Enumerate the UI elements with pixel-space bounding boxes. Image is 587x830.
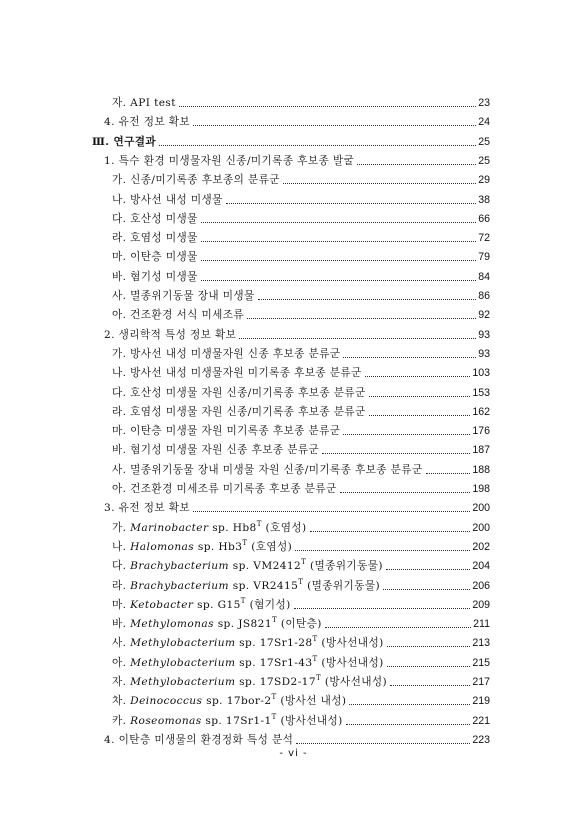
- toc-entry-title: [112, 309, 244, 322]
- toc-page-number: 223: [472, 734, 490, 746]
- toc-entry: [112, 306, 490, 322]
- toc-entry-title: [112, 618, 322, 631]
- dot-leader: [201, 260, 476, 261]
- toc-entry-title: [112, 251, 198, 264]
- toc-page-number: 213: [472, 637, 490, 649]
- toc-entry-title: [104, 329, 236, 342]
- dot-leader: [346, 724, 471, 725]
- toc-entry-prefix: 2. 생리학적 특성 정보 확보: [104, 329, 237, 341]
- toc-entry: [112, 461, 490, 477]
- genus-name: Methylobacterium: [130, 637, 236, 649]
- toc-entry-prefix: 라. 호염성 미생물 자원 신종/미기록종 후보종 분류군: [112, 406, 366, 418]
- toc-entry-prefix: 나. 방사선 내성 미생물: [112, 194, 223, 206]
- type-strain-mark: T: [271, 693, 277, 701]
- toc-entry-note: (혐기성): [245, 599, 291, 611]
- genus-name: Halomonas: [130, 541, 195, 553]
- type-strain-mark: T: [298, 578, 304, 586]
- dot-leader: [193, 511, 470, 512]
- toc-entry-prefix: 4. 유전 정보 확보: [104, 116, 191, 128]
- toc-entry-prefix: 아. 건조환경 미세조류 미기록종 후보종 분류군: [112, 483, 337, 495]
- type-strain-mark: T: [312, 635, 318, 643]
- toc-entry: [112, 557, 490, 573]
- dot-leader: [322, 453, 470, 454]
- toc-entry-title: [112, 367, 362, 380]
- toc-entry: [112, 615, 490, 631]
- toc-entry-title: [112, 194, 223, 207]
- genus-name: Ketobacter: [130, 599, 194, 611]
- toc-entry-prefix: 차.: [112, 695, 131, 707]
- dot-leader: [383, 589, 470, 590]
- genus-name: Methylobacterium: [130, 676, 236, 688]
- type-strain-mark: T: [242, 539, 248, 547]
- toc-entry-prefix: 다.: [112, 560, 131, 572]
- dot-leader: [283, 183, 476, 184]
- dot-leader: [369, 396, 471, 397]
- strain-name: sp. 17Sr1-28: [235, 637, 313, 649]
- toc-entry-title: [104, 734, 293, 747]
- type-strain-mark: T: [271, 616, 278, 624]
- dot-leader: [387, 666, 471, 667]
- dot-leader: [426, 473, 471, 474]
- strain-name: sp. 17bor-2: [202, 695, 272, 707]
- genus-name: Roseomonas: [130, 715, 202, 727]
- genus-name: Brachybacterium: [130, 580, 229, 592]
- toc-entry: [112, 441, 490, 457]
- toc-entry: [112, 692, 490, 708]
- toc-page-number: 38: [478, 194, 490, 206]
- dot-leader: [349, 704, 470, 705]
- toc-entry: [112, 248, 490, 264]
- toc-entry-title: [112, 580, 380, 593]
- toc-entry-title: [112, 464, 423, 477]
- toc-entry: [112, 654, 490, 670]
- toc-entry-title: [112, 271, 198, 284]
- toc-page-number: 206: [472, 580, 490, 592]
- toc-page-number: 29: [478, 174, 490, 186]
- toc-entry: [112, 596, 490, 612]
- toc-entry-prefix: 마. 이탄층 미생물: [112, 251, 198, 263]
- toc-entry-title: [112, 425, 340, 438]
- toc-entry: [112, 480, 490, 496]
- toc-entry-note: (방사선내성): [317, 637, 384, 649]
- toc-entry: [112, 577, 490, 593]
- genus-name: Deinococcus: [130, 695, 203, 707]
- genus-name: Marinobacter: [130, 522, 209, 534]
- strain-name: sp. 17Sr1-43: [235, 657, 313, 669]
- toc-entry-prefix: 바.: [112, 618, 131, 630]
- toc-entry-prefix: 사. 멸종위기동물 장내 미생물: [112, 290, 255, 302]
- toc-entry-prefix: 사.: [112, 637, 131, 649]
- toc-entry-note: (방사선내성): [317, 657, 384, 669]
- toc-entry-prefix: 다. 호산성 미생물: [112, 213, 198, 225]
- toc-entry-title: [104, 502, 190, 515]
- toc-entry-prefix: 아. 건조환경 서식 미세조류: [112, 309, 245, 321]
- strain-name: sp. Hb8: [208, 522, 257, 534]
- toc-entry: [112, 345, 490, 361]
- toc-entry: [112, 673, 490, 689]
- toc-page-number: 92: [478, 309, 490, 321]
- dot-leader: [296, 743, 470, 744]
- toc-entry: [112, 519, 490, 535]
- toc-entry-prefix: 라. 호염성 미생물: [112, 232, 198, 244]
- toc-page-number: 215: [472, 657, 490, 669]
- type-strain-mark: T: [256, 520, 262, 528]
- toc-entry-note: (멸종위기동물): [306, 560, 383, 572]
- toc-page-number: 25: [478, 136, 490, 148]
- genus-name: Methylomonas: [130, 618, 214, 630]
- toc-entry-prefix: 가. 방사선 내성 미생물자원 신종 후보종 분류군: [112, 348, 341, 360]
- toc-entry-title: [104, 155, 354, 168]
- strain-name: sp. 17Sr1-1: [201, 715, 272, 727]
- toc-entry-prefix: 아.: [112, 657, 131, 669]
- dot-leader: [159, 145, 476, 146]
- toc-page-number: 221: [472, 715, 490, 727]
- toc-entry-title: [112, 599, 291, 612]
- dot-leader: [247, 318, 476, 319]
- toc-entry: [104, 499, 490, 515]
- strain-name: sp. 17SD2-17: [235, 676, 316, 688]
- toc-entry-note: (멸종위기동물): [303, 580, 380, 592]
- dot-leader: [340, 492, 471, 493]
- toc-page-number: 79: [478, 251, 490, 263]
- toc-entry-title: [112, 232, 198, 245]
- toc-page-number: 66: [478, 213, 490, 225]
- dot-leader: [226, 203, 476, 204]
- dot-leader: [294, 608, 471, 609]
- toc-entry-prefix: 자. API test: [112, 97, 176, 109]
- dot-leader: [258, 299, 477, 300]
- dot-leader: [390, 685, 470, 686]
- toc-entry-prefix: 자.: [112, 676, 131, 688]
- type-strain-mark: T: [301, 558, 307, 566]
- toc-entry-title: [112, 715, 343, 728]
- toc-entry-note: (방사선 내성): [276, 695, 347, 707]
- dot-leader: [365, 376, 471, 377]
- toc-entry: [112, 229, 490, 245]
- toc-entry-prefix: 가.: [112, 522, 131, 534]
- toc-page-number: 176: [472, 425, 490, 437]
- toc-entry: [112, 210, 490, 226]
- genus-name: Brachybacterium: [130, 560, 229, 572]
- toc-entry-title: [112, 657, 384, 670]
- toc-entry: [112, 94, 490, 110]
- toc-page-number: 72: [478, 232, 490, 244]
- toc-entry: [104, 326, 490, 342]
- toc-entry-prefix: 가. 신종/미기록종 후보종의 분류군: [112, 174, 280, 186]
- toc-page-number: 219: [472, 695, 490, 707]
- page-number: - vi -: [279, 748, 308, 759]
- toc-entry: [112, 634, 490, 650]
- toc-entry-title: [112, 174, 280, 187]
- toc-page-number: 198: [472, 483, 490, 495]
- strain-name: sp. VM2412: [228, 560, 302, 572]
- toc-entry: [104, 113, 490, 129]
- toc-entry-prefix: 4. 이탄층 미생물의 환경정화 특성 분석: [104, 734, 294, 746]
- toc-entry-prefix: 마. 이탄층 미생물 자원 미기록종 후보종 분류군: [112, 425, 341, 437]
- toc-page-number: 200: [472, 502, 490, 514]
- genus-name: Methylobacterium: [130, 657, 236, 669]
- toc-entry-title: [112, 444, 319, 457]
- toc-page-number: 162: [472, 406, 490, 418]
- strain-name: sp. Hb3: [194, 541, 243, 553]
- dot-leader: [310, 531, 471, 532]
- toc-entry: [112, 364, 490, 380]
- toc-entry: [112, 191, 490, 207]
- toc-page-number: 93: [478, 348, 490, 360]
- toc-entry: [92, 133, 490, 149]
- toc-entry-title: [112, 387, 366, 400]
- type-strain-mark: T: [312, 655, 318, 663]
- toc-page-number: 200: [472, 522, 490, 534]
- toc-entry-prefix: 바. 혐기성 미생물: [112, 271, 198, 283]
- type-strain-mark: T: [271, 713, 277, 721]
- toc-entry-note: (호염성): [261, 522, 307, 534]
- toc-entry: [112, 712, 490, 728]
- toc-entry-prefix: Ⅲ. 연구결과: [92, 136, 157, 148]
- strain-name: sp. G15: [193, 599, 241, 611]
- toc-page-number: 103: [472, 367, 490, 379]
- toc-page-number: 187: [472, 444, 490, 456]
- toc-entry-prefix: 바. 혐기성 미생물 자원 신종 후보종 분류군: [112, 444, 320, 456]
- toc-entry-prefix: 나. 방사선 내성 미생물자원 미기록종 후보종 분류군: [112, 367, 362, 379]
- toc-entry: [112, 268, 490, 284]
- dot-leader: [386, 569, 470, 570]
- toc-entry-prefix: 3. 유전 정보 확보: [104, 502, 191, 514]
- toc-page-number: 217: [472, 676, 490, 688]
- toc-page-number: 204: [472, 560, 490, 572]
- toc-page-number: 84: [478, 271, 490, 283]
- toc-entry-title: [112, 541, 292, 554]
- dot-leader: [343, 357, 476, 358]
- dot-leader: [369, 415, 471, 416]
- toc-entry-note: (방사선내성): [276, 715, 343, 727]
- toc-entry-note: (호염성): [247, 541, 293, 553]
- toc-entry-title: [112, 348, 340, 361]
- toc-entry-title: [104, 116, 190, 129]
- toc-entry-note: (방사선내성): [321, 676, 388, 688]
- toc-entry-prefix: 다. 호산성 미생물 자원 신종/미기록종 후보종 분류군: [112, 387, 366, 399]
- toc-page-number: 93: [478, 329, 490, 341]
- dot-leader: [343, 434, 470, 435]
- dot-leader: [201, 280, 476, 281]
- toc-entry: [112, 422, 490, 438]
- toc-page-number: 188: [472, 464, 490, 476]
- toc-entry: [112, 403, 490, 419]
- toc-entry: [112, 171, 490, 187]
- dot-leader: [193, 125, 476, 126]
- toc-entry-title: [112, 483, 337, 496]
- toc-page-number: 153: [472, 387, 490, 399]
- toc-entry-title: [112, 522, 307, 535]
- dot-leader: [179, 106, 476, 107]
- toc-entry-title: [112, 406, 366, 419]
- toc-entry: [112, 287, 490, 303]
- toc-entry: [104, 731, 490, 747]
- toc-entry-title: [112, 637, 384, 650]
- toc-entry: [112, 538, 490, 554]
- toc-entry-prefix: 사. 멸종위기동물 장내 미생물 자원 신종/미기록종 후보종 분류군: [112, 464, 423, 476]
- toc-page-number: 24: [478, 116, 490, 128]
- toc-entry-prefix: 카.: [112, 715, 131, 727]
- toc-page-number: 25: [478, 155, 490, 167]
- toc-page-number: 23: [478, 97, 490, 109]
- toc-page-number: 209: [472, 599, 490, 611]
- toc-entry-prefix: 마.: [112, 599, 131, 611]
- dot-leader: [201, 241, 476, 242]
- dot-leader: [357, 164, 476, 165]
- toc-entry-prefix: 1. 특수 환경 미생물자원 신종/미기록종 후보종 발굴: [104, 155, 355, 167]
- toc-page-number: 86: [478, 290, 490, 302]
- dot-leader: [239, 338, 476, 339]
- toc-entry-prefix: 나.: [112, 541, 131, 553]
- dot-leader: [295, 550, 470, 551]
- toc-entry-title: [112, 695, 346, 708]
- dot-leader: [325, 627, 471, 628]
- toc-entry-title: [112, 560, 383, 573]
- toc-entry-title: [112, 213, 198, 226]
- dot-leader: [387, 646, 471, 647]
- toc-entry-title: [112, 676, 387, 689]
- toc-page-number: 202: [472, 541, 490, 553]
- toc-entry: [104, 152, 490, 168]
- toc-entry-title: [112, 290, 255, 303]
- strain-name: sp. VR2415: [228, 580, 299, 592]
- strain-name: sp. JS821: [213, 618, 272, 630]
- toc-page-number: 211: [473, 618, 490, 630]
- toc-entry: [112, 384, 490, 400]
- toc-entry-prefix: 라.: [112, 580, 131, 592]
- toc-entry-title: [92, 136, 156, 149]
- toc-entry-note: (이탄층): [277, 618, 322, 630]
- dot-leader: [201, 222, 476, 223]
- type-strain-mark: T: [315, 674, 322, 682]
- type-strain-mark: T: [240, 597, 246, 605]
- toc-entry-title: [112, 97, 176, 110]
